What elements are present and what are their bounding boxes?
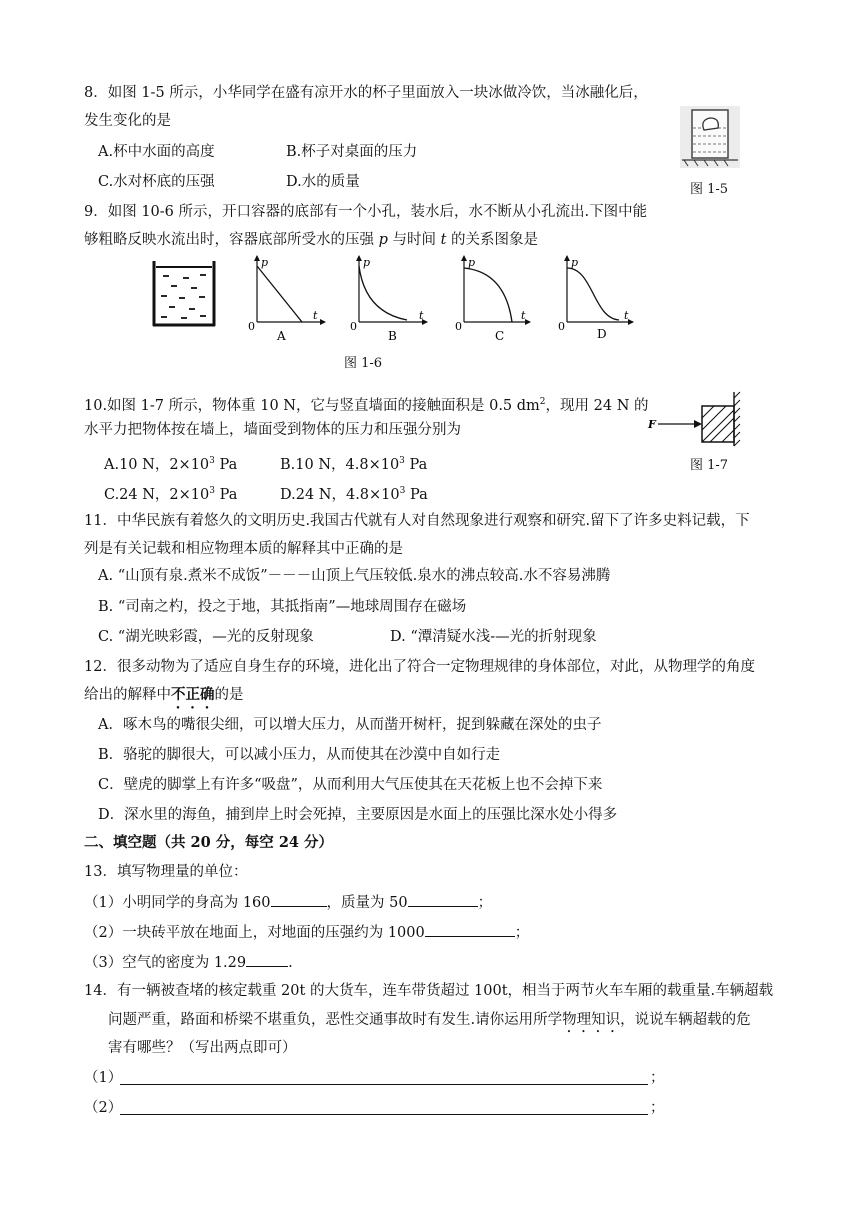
q9-var-p: p (378, 232, 388, 248)
q9-line2 (84, 230, 538, 250)
q8-option-c: C.水对杯底的压强 (98, 174, 215, 190)
q12-option-d: D．深水里的海鱼，捕到岸上时会死掉，主要原因是水面上的压强比深水处小得多 (98, 807, 618, 823)
q14-line2 (108, 1010, 751, 1036)
q14-answer1-label: （1） (84, 1070, 123, 1086)
q10-option-d-b: Pa (405, 486, 428, 503)
q12-option-c: C．壁虎的脚掌上有许多“吸盘”，从而利用大气压使其在天花板上也不会掉下来 (98, 777, 603, 793)
q12-line2 (84, 685, 244, 712)
q8-option-b: B.杯子对桌面的压力 (286, 144, 418, 160)
q10-line1 (84, 392, 649, 416)
q11-option-b: B. “司南之杓，投之于地，其抵指南”—地球周围存在磁场 (98, 599, 467, 615)
q10-option-a (104, 451, 237, 475)
q13-line1: 13．填写物理量的单位： (84, 864, 248, 880)
q11-option-c: C. “湖光映彩霞，—光的反射现象 (98, 629, 314, 645)
graph-b-t-label: t (419, 309, 424, 322)
force-label: F (648, 418, 656, 431)
graph-c-origin: 0 (455, 320, 462, 333)
q10-line2: 水平力把物体按在墙上，墙面受到物体的压力和压强分别为 (84, 422, 461, 438)
graph-b-p-label: p (363, 256, 371, 269)
q13-sub3-b: . (288, 955, 293, 971)
q13-sub1-b: ，质量为 50 (326, 895, 408, 911)
q14-answer2-end: ； (650, 1100, 665, 1116)
q10-option-b-sup: 3 (399, 456, 405, 466)
fig-1-6-caption: 图 1-6 (344, 356, 383, 371)
q8-line1: 8．如图 1-5 所示，小华同学在盛有凉开水的杯子里面放入一块冰做冷饮，当冰融化后， (84, 85, 648, 101)
graph-a-letter: A (277, 329, 286, 343)
section-2-heading: 二、填空题（共 20 分，每空 24 分） (84, 834, 334, 851)
q9-line2-b: 与时间 (387, 232, 441, 248)
q13-sub2 (84, 922, 529, 943)
q13-sub2-a: （2）一块砖平放在地面上，对地面的压强约为 1000 (84, 925, 425, 941)
cup-figure (680, 106, 740, 168)
q12-option-a: A．啄木鸟的嘴很尖细，可以增大压力，从而凿开树杆，捉到躲藏在深处的虫子 (98, 717, 602, 733)
q10-option-b (280, 451, 427, 475)
q14-emphasis: 物理知识 (562, 1012, 621, 1028)
q11-option-a: A. “山顶有泉.煮米不成饭”－－－山顶上气压较低.泉水的沸点较高.水不容易沸腾 (98, 568, 611, 584)
q10-option-d (280, 481, 428, 505)
q14-answer1-end: ； (650, 1070, 665, 1086)
graph-d-origin: 0 (558, 320, 565, 333)
q14-line2-b: ，说说车辆超载的危 (620, 1012, 751, 1028)
q13-sub1-c: ； (477, 895, 493, 911)
q14-line3: 害有哪些？（写出两点即可） (108, 1040, 297, 1056)
q11-line2: 列是有关记载和相应物理本质的解释其中正确的是 (84, 541, 403, 557)
q13-sub3 (84, 952, 293, 973)
q10-option-d-sup: 3 (399, 486, 406, 496)
q10-option-b-b: Pa (404, 456, 428, 473)
q10-option-a-b: Pa (214, 456, 238, 473)
graph-c-p-label: p (468, 256, 476, 269)
q10-option-c (104, 481, 237, 505)
graph-d-t-label: t (624, 309, 629, 322)
graph-b-origin: 0 (350, 320, 357, 333)
graph-b-letter: B (388, 329, 397, 343)
graph-c-letter: C (495, 329, 505, 343)
fig-1-7 (644, 388, 744, 448)
graph-a-p-label: p (261, 256, 269, 269)
q12-line2-a: 给出的解释中 (84, 687, 171, 703)
q10-line1-b: ，现用 24 N 的 (545, 397, 649, 414)
q10-option-a-sup: 3 (209, 456, 215, 466)
q10-option-a-a: A.10 N，2×10 (104, 456, 210, 473)
graph-d-p-label: p (571, 256, 579, 269)
q13-sub1 (84, 892, 492, 913)
graph-a-origin: 0 (248, 320, 255, 333)
q12-line1: 12．很多动物为了适应自身生存的环境，进化出了符合一定物理规律的身体部位，对此，从物理学的角度 (84, 659, 755, 675)
q14-line2-a: 问题严重，路面和桥梁不堪重负，恶性交通事故时有发生.请你运用所学 (108, 1012, 563, 1028)
q12-option-b: B．骆驼的脚很大，可以减小压力，从而使其在沙漠中自如行走 (98, 747, 501, 763)
graph-c-t-label: t (521, 309, 526, 322)
q11-option-d: D. “潭清疑水浅-—光的折射现象 (390, 629, 597, 645)
q8-option-d: D.水的质量 (286, 174, 360, 190)
q10-option-c-a: C.24 N，2×10 (104, 486, 210, 503)
q13-sub3-a: （3）空气的密度为 1.29 (84, 955, 247, 971)
q11-line1: 11．中华民族有着悠久的文明历史.我国古代就有人对自然现象进行观察和研究.留下了许多史料记载，下 (84, 513, 750, 529)
q12-emphasis: 不正确 (171, 686, 215, 703)
q9-line2-a: 够粗略反映水流出时，容器底部所受水的压强 (84, 232, 379, 248)
q9-line2-c: 的关系图象是 (446, 232, 539, 248)
fig-1-7-caption: 图 1-7 (690, 458, 729, 473)
q9-line1: 9．如图 10-6 所示，开口容器的底部有一个小孔，装水后，水不断从小孔流出.下图中能 (84, 204, 648, 220)
height-unit-blank[interactable] (271, 892, 327, 907)
mass-unit-blank[interactable] (408, 892, 478, 907)
q8-option-a: A.杯中水面的高度 (98, 144, 215, 160)
graph-a-t-label: t (313, 309, 318, 322)
water-container (153, 261, 215, 326)
q8-line2: 发生变化的是 (84, 113, 171, 129)
q14-answer1-line[interactable] (120, 1084, 648, 1085)
q10-option-b-a: B.10 N，4.8×10 (280, 456, 400, 473)
fig-1-6 (145, 254, 645, 346)
q10-line1-a: 10.如图 1-7 所示，物体重 10 N，它与竖直墙面的接触面积是 0.5 dm (84, 397, 540, 414)
q9-var-t: t (440, 232, 447, 248)
q14-answer2-label: （2） (84, 1100, 123, 1116)
pressure-unit-blank[interactable] (425, 922, 515, 937)
q14-answer2-line[interactable] (120, 1114, 648, 1115)
density-unit-blank[interactable] (246, 952, 288, 967)
q14-line1: 14．有一辆被查堵的核定载重 20t 的大货车，连车带货超过 100t，相当于两节火车车厢的载重量.车辆超载 (84, 983, 774, 999)
q10-option-c-sup: 3 (209, 486, 215, 496)
fig-1-5-caption: 图 1-5 (690, 182, 729, 197)
q10-option-c-b: Pa (215, 486, 238, 503)
q13-sub1-a: （1）小明同学的身高为 160 (84, 895, 271, 911)
q13-sub2-b: ； (514, 925, 530, 941)
q10-option-d-a: D.24 N，4.8×10 (280, 486, 400, 503)
graph-d-letter: D (597, 327, 607, 341)
q12-line2-b: 的是 (214, 687, 244, 703)
q10-line1-sup: 2 (539, 397, 546, 407)
